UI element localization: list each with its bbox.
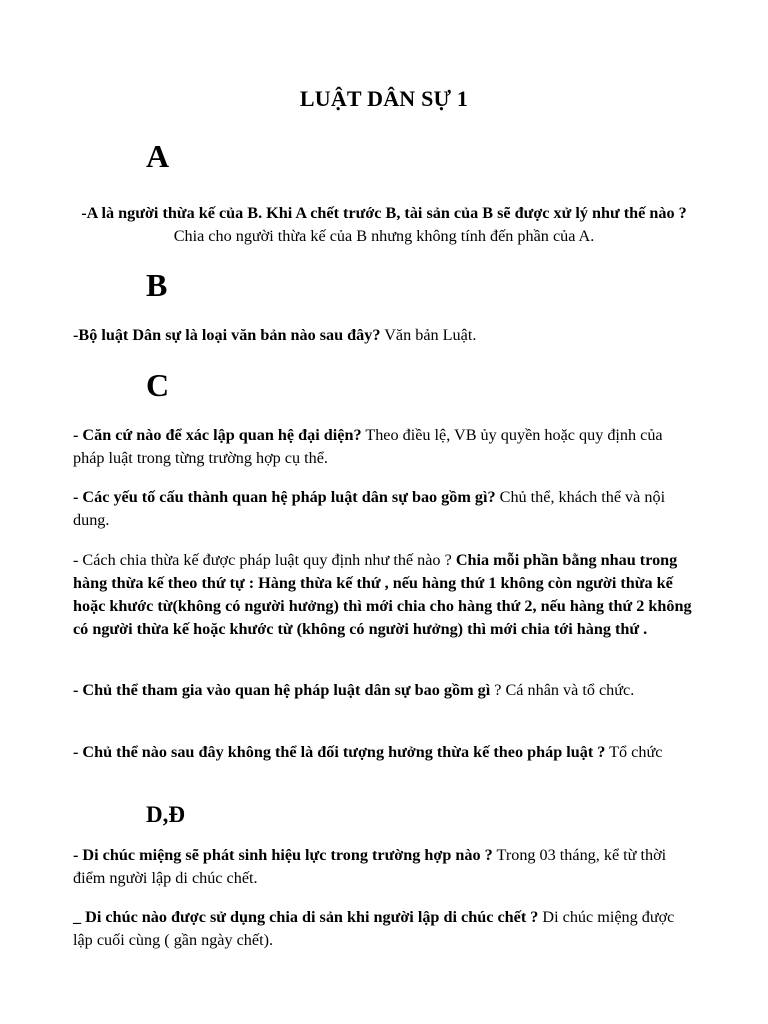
- question-text: - Chủ thể nào sau đây không thể là đối tượng hưởng thừa kế theo pháp luật ?: [73, 743, 606, 761]
- question-text: - Chủ thể tham gia vào quan hệ pháp luật dân sự bao gồm gì: [73, 681, 491, 699]
- answer-text: Trong 03 tháng, kể từ thời điểm người lập di chúc chết.: [73, 846, 667, 887]
- answer-text: Chia cho người thừa kế của B nhưng không tính đến phần của A.: [173, 227, 595, 245]
- answer-text: Di chúc miệng được lập cuối cùng ( gần ngày chết).: [73, 908, 675, 949]
- qa-paragraph: [73, 679, 698, 702]
- document-title: LUẬT DÂN SỰ 1: [299, 86, 469, 111]
- question-text: - Căn cứ nào để xác lập quan hệ đại diện?: [73, 426, 362, 444]
- answer-text: ? Cá nhân và tổ chức.: [490, 681, 635, 699]
- section-heading-c: C: [146, 367, 170, 403]
- question-text: - Cách chia thừa kế được pháp luật quy định như thế nào ?: [73, 551, 456, 569]
- qa-paragraph: [73, 906, 698, 952]
- answer-text: Chia mỗi phần bằng nhau trong hàng thừa kế theo thứ tự : Hàng thừa kế thứ , nếu hàng thứ 1 không còn người thừa kế hoặc khước từ(không có người hưởng) thì mới chia cho hàng thứ 2, nếu hàng thứ 2 không có người thừa kế hoặc khước từ (không có người hưởng) thì mới chia tới hàng thứ .: [73, 551, 692, 638]
- question-text: _ Di chúc nào được sử dụng chia di sản khi người lập di chúc chết ?: [73, 908, 539, 926]
- qa-paragraph: [73, 741, 698, 764]
- answer-text: Tổ chức: [605, 743, 663, 761]
- question-text: - Các yếu tố cấu thành quan hệ pháp luật dân sự bao gồm gì?: [73, 488, 496, 506]
- qa-paragraph: [70, 202, 698, 248]
- section-heading-b: B: [146, 267, 168, 303]
- answer-text: Theo điều lệ, VB ủy quyền hoặc quy định của pháp luật trong từng trường hợp cụ thể.: [73, 426, 663, 467]
- qa-paragraph: [73, 424, 698, 470]
- qa-paragraph: [73, 549, 698, 641]
- question-text: -Bộ luật Dân sự là loại văn bản nào sau đây?: [73, 326, 381, 344]
- qa-paragraph: [73, 486, 698, 532]
- question-text: -A là người thừa kế của B. Khi A chết trước B, tài sản của B sẽ được xử lý như thế nào ?: [81, 204, 687, 222]
- question-text: - Di chúc miệng sẽ phát sinh hiệu lực trong trường hợp nào ?: [73, 846, 493, 864]
- section-heading-a: A: [146, 138, 170, 174]
- answer-text: Văn bản Luật.: [380, 326, 477, 344]
- qa-paragraph: [73, 324, 698, 347]
- section-heading-d: D,Đ: [146, 802, 185, 827]
- answer-text: Chủ thể, khách thể và nội dung.: [73, 488, 666, 529]
- qa-paragraph: [73, 844, 698, 890]
